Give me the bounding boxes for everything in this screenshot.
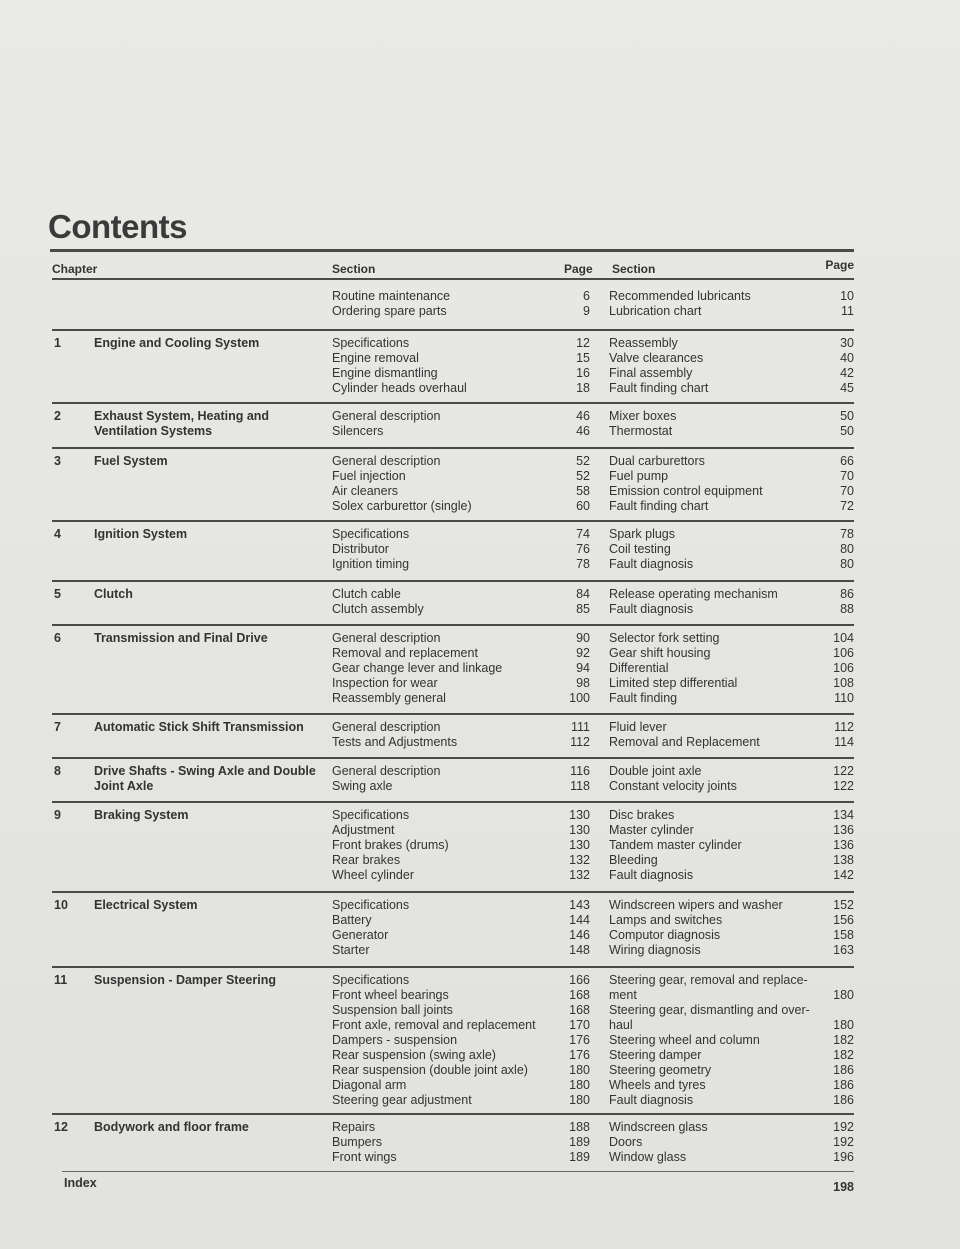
section-list-right: [609, 1120, 829, 1165]
chapter-title[interactable]: Ignition System: [94, 527, 188, 541]
page-number: 104: [833, 631, 854, 645]
page-title: Contents: [48, 208, 187, 245]
section-entry[interactable]: Recommended lubricants: [609, 289, 751, 303]
chapter-rule: [52, 624, 854, 626]
page-number: 9: [583, 304, 590, 318]
page-number: 50: [840, 424, 854, 438]
page-list-right: [812, 336, 854, 396]
chapter-title[interactable]: Suspension - Damper Steering: [94, 973, 276, 987]
chapter-number: 1: [54, 336, 61, 350]
header-section-right: Section: [612, 262, 656, 276]
page-number: 168: [569, 1003, 590, 1017]
section-entry[interactable]: ment: [609, 988, 637, 1002]
chapter-rule: [52, 402, 854, 404]
page-number: 78: [576, 557, 590, 571]
section-list-right: [609, 336, 829, 396]
page-number: 196: [833, 1150, 854, 1164]
page-number: 143: [569, 898, 590, 912]
page-list-right: [812, 527, 854, 572]
chapter-title[interactable]: Braking System: [94, 808, 189, 822]
page-number: 132: [569, 853, 590, 867]
page-number: 84: [576, 587, 590, 601]
page-list-left: [552, 587, 590, 617]
page-number: 192: [833, 1135, 854, 1149]
page-number: 142: [833, 868, 854, 882]
section-entry[interactable]: Reassembly general: [332, 691, 446, 705]
section-entry[interactable]: Rear suspension (swing axle): [332, 1048, 496, 1062]
section-entry[interactable]: Bumpers: [332, 1135, 383, 1149]
header-page-left: Page: [564, 262, 593, 276]
section-list-left: [332, 764, 567, 794]
section-entry[interactable]: General description: [332, 409, 441, 423]
page-number: 100: [569, 691, 590, 705]
page-number: 66: [840, 454, 854, 468]
section-list-left: [332, 973, 567, 1108]
section-entry[interactable]: Dual carburettors: [609, 454, 705, 468]
section-entry[interactable]: Tandem master cylinder: [609, 838, 742, 852]
chapter-number: 12: [54, 1120, 68, 1134]
chapter-rule: [52, 329, 854, 331]
section-entry[interactable]: Lubrication chart: [609, 304, 702, 318]
page-number: 118: [570, 779, 590, 793]
page-number: 130: [569, 823, 590, 837]
page-number: 132: [569, 868, 590, 882]
page-list-left: [552, 409, 590, 439]
section-entry[interactable]: Repairs: [332, 1120, 376, 1134]
title-rule: [50, 249, 854, 252]
section-entry[interactable]: Fault diagnosis: [609, 557, 694, 571]
section-entry[interactable]: Emission control equipment: [609, 484, 763, 498]
section-entry[interactable]: Double joint axle: [609, 764, 702, 778]
section-entry[interactable]: Ignition timing: [332, 557, 410, 571]
chapter-title[interactable]: Bodywork and floor frame: [94, 1120, 249, 1134]
section-entry[interactable]: Fault finding chart: [609, 381, 709, 395]
section-entry[interactable]: Steering gear adjustment: [332, 1093, 472, 1107]
section-entry[interactable]: Rear suspension (double joint axle): [332, 1063, 528, 1077]
section-entry[interactable]: Gear shift housing: [609, 646, 711, 660]
section-entry[interactable]: Air cleaners: [332, 484, 398, 498]
page-number: 40: [840, 351, 854, 365]
page-number: 186: [833, 1093, 854, 1107]
page-number: 10: [840, 289, 854, 303]
section-entry[interactable]: Adjustment: [332, 823, 395, 837]
page-number: 90: [576, 631, 590, 645]
page-list-right: [812, 1120, 854, 1165]
section-entry[interactable]: Distributor: [332, 542, 389, 556]
page-number: 182: [833, 1033, 854, 1047]
chapter-rule: [52, 580, 854, 582]
page-list-right: [812, 631, 854, 706]
page-number: 94: [576, 661, 590, 675]
page-number: 106: [833, 661, 854, 675]
page-list-left: [552, 289, 590, 319]
chapter-title[interactable]: Engine and Cooling System: [94, 336, 260, 350]
page-number: 76: [576, 542, 590, 556]
chapter-rule: [52, 801, 854, 803]
section-entry[interactable]: Differential: [609, 661, 669, 675]
section-entry[interactable]: Steering wheel and column: [609, 1033, 760, 1047]
page-list-right: [812, 764, 854, 794]
page-number: 114: [834, 735, 854, 749]
page-list-left: [552, 808, 590, 883]
page-number: 136: [833, 823, 854, 837]
header-chapter: Chapter: [52, 262, 98, 276]
page-list-left: [552, 1120, 590, 1165]
section-entry[interactable]: Reassembly: [609, 336, 678, 350]
chapter-rule: [52, 891, 854, 893]
page-number: 88: [840, 602, 854, 616]
section-entry[interactable]: Fuel injection: [332, 469, 406, 483]
section-entry[interactable]: Removal and replacement: [332, 646, 478, 660]
page-list-left: [552, 898, 590, 958]
section-entry[interactable]: Solex carburettor (single): [332, 499, 472, 513]
section-entry[interactable]: Cylinder heads overhaul: [332, 381, 467, 395]
chapter-number: 7: [54, 720, 61, 734]
section-list-left: [332, 631, 567, 706]
page-number: 146: [569, 928, 590, 942]
page-number: 78: [840, 527, 854, 541]
page-list-left: [552, 527, 590, 572]
section-entry[interactable]: Computor diagnosis: [609, 928, 721, 942]
section-entry[interactable]: Battery: [332, 913, 372, 927]
chapter-number: 9: [54, 808, 61, 822]
page-number: 122: [833, 779, 854, 793]
page-number: 180: [833, 1018, 854, 1032]
page-number: 122: [833, 764, 854, 778]
page-number: 168: [569, 988, 590, 1002]
page-number: 16: [576, 366, 590, 380]
section-list-left: [332, 454, 567, 514]
section-entry[interactable]: Valve clearances: [609, 351, 704, 365]
section-entry[interactable]: Doors: [609, 1135, 643, 1149]
page-number: 156: [833, 913, 854, 927]
chapter-title[interactable]: Drive Shafts - Swing Axle and Double Joint Axle: [94, 764, 316, 793]
section-entry[interactable]: Dampers - suspension: [332, 1033, 458, 1047]
page-list-right: [812, 409, 854, 439]
page-number: 186: [833, 1078, 854, 1092]
page-list-left: [552, 973, 590, 1108]
page-number: 176: [569, 1048, 590, 1062]
section-entry[interactable]: Wiring diagnosis: [609, 943, 701, 957]
page-number: 6: [583, 289, 590, 303]
section-entry[interactable]: Release operating mechanism: [609, 587, 778, 601]
page-number: 46: [576, 424, 590, 438]
page-list-left: [552, 631, 590, 706]
page-number: 92: [576, 646, 590, 660]
page-number: 180: [833, 988, 854, 1002]
section-entry[interactable]: Limited step differential: [609, 676, 738, 690]
chapter-number: 5: [54, 587, 61, 601]
page-list-left: [552, 764, 590, 794]
section-entry[interactable]: Disc brakes: [609, 808, 675, 822]
page-list-right: [812, 289, 854, 319]
section-entry[interactable]: Suspension ball joints: [332, 1003, 453, 1017]
section-entry[interactable]: Gear change lever and linkage: [332, 661, 503, 675]
page-number: 45: [840, 381, 854, 395]
section-list-right: [609, 289, 829, 319]
page-number: 136: [833, 838, 854, 852]
page-number: 11: [841, 304, 854, 318]
section-list-right: [609, 720, 829, 750]
page-number: 98: [576, 676, 590, 690]
section-entry[interactable]: Coil testing: [609, 542, 671, 556]
chapter-rule: [52, 520, 854, 522]
section-entry[interactable]: Spark plugs: [609, 527, 676, 541]
page-number: 192: [833, 1120, 854, 1134]
chapter-rule: [52, 1113, 854, 1115]
section-entry[interactable]: haul: [609, 1018, 633, 1032]
page-number: 12: [576, 336, 590, 350]
section-entry[interactable]: Removal and Replacement: [609, 735, 760, 749]
chapter-title[interactable]: Electrical System: [94, 898, 198, 912]
page-list-left: [552, 454, 590, 514]
page-number: 180: [569, 1063, 590, 1077]
page-number: 108: [833, 676, 854, 690]
page-number: 158: [833, 928, 854, 942]
page-list-right: [812, 454, 854, 514]
section-list-right: [609, 898, 829, 958]
section-entry[interactable]: Steering gear, removal and replace-: [609, 973, 808, 987]
page-number: 176: [569, 1033, 590, 1047]
section-entry[interactable]: Rear brakes: [332, 853, 401, 867]
section-list-left: [332, 289, 567, 319]
page-number: 30: [840, 336, 854, 350]
section-entry[interactable]: Engine dismantling: [332, 366, 438, 380]
chapter-number: 2: [54, 409, 61, 423]
chapter-rule: [52, 757, 854, 759]
bottom-rule: [62, 1171, 854, 1172]
chapter-number: 11: [54, 973, 68, 987]
page-number: 18: [576, 381, 590, 395]
page-number: 80: [840, 542, 854, 556]
chapter-title[interactable]: Automatic Stick Shift Transmission: [94, 720, 304, 734]
page-number: 50: [840, 409, 854, 423]
index-page-number: 198: [833, 1180, 854, 1194]
section-entry[interactable]: Wheels and tyres: [609, 1078, 706, 1092]
chapter-rule: [52, 966, 854, 968]
page-number: [812, 973, 854, 988]
section-entry[interactable]: Specifications: [332, 336, 410, 350]
page-number: 166: [569, 973, 590, 987]
page-number: 170: [569, 1018, 590, 1032]
section-entry[interactable]: Fluid lever: [609, 720, 667, 734]
page-number: 112: [570, 735, 590, 749]
chapter-title[interactable]: Transmission and Final Drive: [94, 631, 268, 645]
section-entry[interactable]: Master cylinder: [609, 823, 694, 837]
chapter-number: 6: [54, 631, 61, 645]
page-number: 52: [576, 469, 590, 483]
section-entry[interactable]: Tests and Adjustments: [332, 735, 458, 749]
page-number: 85: [576, 602, 590, 616]
page-list-right: [812, 973, 854, 1108]
section-entry[interactable]: Specifications: [332, 808, 410, 822]
section-entry[interactable]: Windscreen glass: [609, 1120, 708, 1134]
chapter-title[interactable]: Exhaust System, Heating and Ventilation Systems: [94, 409, 270, 438]
section-list-left: [332, 898, 567, 958]
section-list-left: [332, 527, 567, 572]
page-number: 70: [840, 484, 854, 498]
chapter-title[interactable]: Clutch: [94, 587, 133, 601]
section-entry[interactable]: Diagonal arm: [332, 1078, 407, 1092]
section-entry[interactable]: Steering gear, dismantling and over-: [609, 1003, 810, 1017]
section-entry[interactable]: General description: [332, 454, 441, 468]
chapter-number: 10: [54, 898, 68, 912]
page-number: 110: [834, 691, 854, 705]
page-number: 163: [833, 943, 854, 957]
section-entry[interactable]: Steering geometry: [609, 1063, 712, 1077]
page-number: 72: [840, 499, 854, 513]
chapter-number: 4: [54, 527, 61, 541]
section-entry[interactable]: Mixer boxes: [609, 409, 677, 423]
section-entry[interactable]: Fuel pump: [609, 469, 669, 483]
section-entry[interactable]: Routine maintenance: [332, 289, 451, 303]
page-number: 134: [833, 808, 854, 822]
section-entry[interactable]: Fault diagnosis: [609, 868, 694, 882]
page-number: 189: [569, 1135, 590, 1149]
page-number: 180: [569, 1078, 590, 1092]
page-number: 106: [833, 646, 854, 660]
chapter-rule: [52, 713, 854, 715]
section-entry[interactable]: Inspection for wear: [332, 676, 438, 690]
section-entry[interactable]: Engine removal: [332, 351, 419, 365]
section-list-right: [609, 454, 829, 514]
header-rule: [52, 278, 854, 280]
section-list-right: [609, 973, 829, 1108]
page-list-left: [552, 720, 590, 750]
section-entry[interactable]: Silencers: [332, 424, 384, 438]
page-number: 148: [569, 943, 590, 957]
section-entry[interactable]: Window glass: [609, 1150, 687, 1164]
page-list-right: [812, 720, 854, 750]
index-label: Index: [64, 1176, 97, 1190]
chapter-rule: [52, 447, 854, 449]
page-number: [812, 1003, 854, 1018]
page-number: 152: [833, 898, 854, 912]
page-number: 52: [576, 454, 590, 468]
page-number: 189: [569, 1150, 590, 1164]
section-entry[interactable]: Swing axle: [332, 779, 393, 793]
section-entry[interactable]: Fault finding: [609, 691, 678, 705]
section-list-left: [332, 720, 567, 750]
section-list-left: [332, 587, 567, 617]
page-number: 46: [576, 409, 590, 423]
header-section-left: Section: [332, 262, 376, 276]
page-number: 130: [569, 808, 590, 822]
section-entry[interactable]: Front brakes (drums): [332, 838, 449, 852]
page-number: 42: [840, 366, 854, 380]
section-entry[interactable]: Ordering spare parts: [332, 304, 447, 318]
section-list-right: [609, 527, 829, 572]
page-number: 144: [569, 913, 590, 927]
section-entry[interactable]: Fault diagnosis: [609, 602, 694, 616]
section-list-right: [609, 587, 829, 617]
section-entry[interactable]: General description: [332, 720, 441, 734]
page-number: 182: [833, 1048, 854, 1062]
page-number: 70: [840, 469, 854, 483]
section-entry[interactable]: Lamps and switches: [609, 913, 723, 927]
section-list-right: [609, 808, 829, 883]
page-list-right: [812, 587, 854, 617]
section-entry[interactable]: Steering damper: [609, 1048, 702, 1062]
section-entry[interactable]: Fault finding chart: [609, 499, 709, 513]
section-list-left: [332, 409, 567, 439]
chapter-number: 8: [54, 764, 61, 778]
section-list-left: [332, 808, 567, 883]
section-entry[interactable]: Fault diagnosis: [609, 1093, 694, 1107]
page-number: 111: [570, 720, 590, 734]
section-entry[interactable]: Generator: [332, 928, 389, 942]
page-list-right: [812, 808, 854, 883]
section-entry[interactable]: Specifications: [332, 973, 410, 987]
section-list-right: [609, 764, 829, 794]
page-number: 112: [834, 720, 854, 734]
section-list-left: [332, 1120, 567, 1165]
section-entry[interactable]: Clutch assembly: [332, 602, 424, 616]
section-entry[interactable]: Final assembly: [609, 366, 693, 380]
section-entry[interactable]: Specifications: [332, 527, 410, 541]
section-entry[interactable]: Selector fork setting: [609, 631, 720, 645]
page-number: 60: [576, 499, 590, 513]
page-number: 74: [576, 527, 590, 541]
page-number: 186: [833, 1063, 854, 1077]
page-number: 86: [840, 587, 854, 601]
section-list-left: [332, 336, 567, 396]
section-entry[interactable]: General description: [332, 764, 441, 778]
page-number: 80: [840, 557, 854, 571]
section-entry[interactable]: General description: [332, 631, 441, 645]
section-list-right: [609, 409, 829, 439]
section-entry[interactable]: Wheel cylinder: [332, 868, 414, 882]
table-header: [52, 258, 854, 278]
section-entry[interactable]: Bleeding: [609, 853, 658, 867]
page-number: 188: [569, 1120, 590, 1134]
section-entry[interactable]: Front wings: [332, 1150, 397, 1164]
page-number: 180: [569, 1093, 590, 1107]
section-entry[interactable]: Specifications: [332, 898, 410, 912]
chapter-number: 3: [54, 454, 61, 468]
section-entry[interactable]: Thermostat: [609, 424, 673, 438]
page-number: 15: [576, 351, 590, 365]
chapter-title[interactable]: Fuel System: [94, 454, 168, 468]
section-entry[interactable]: Constant velocity joints: [609, 779, 737, 793]
page-list-right: [812, 898, 854, 958]
page-number: 138: [833, 853, 854, 867]
section-entry[interactable]: Front wheel bearings: [332, 988, 449, 1002]
section-entry[interactable]: Starter: [332, 943, 370, 957]
section-entry[interactable]: Front axle, removal and replacement: [332, 1018, 536, 1032]
section-entry[interactable]: Clutch cable: [332, 587, 401, 601]
page-number: 58: [576, 484, 590, 498]
section-entry[interactable]: Windscreen wipers and washer: [609, 898, 783, 912]
page-list-left: [552, 336, 590, 396]
page-number: 130: [569, 838, 590, 852]
section-list-right: [609, 631, 829, 706]
header-page-right: Page: [825, 258, 854, 272]
page-number: 116: [570, 764, 590, 778]
